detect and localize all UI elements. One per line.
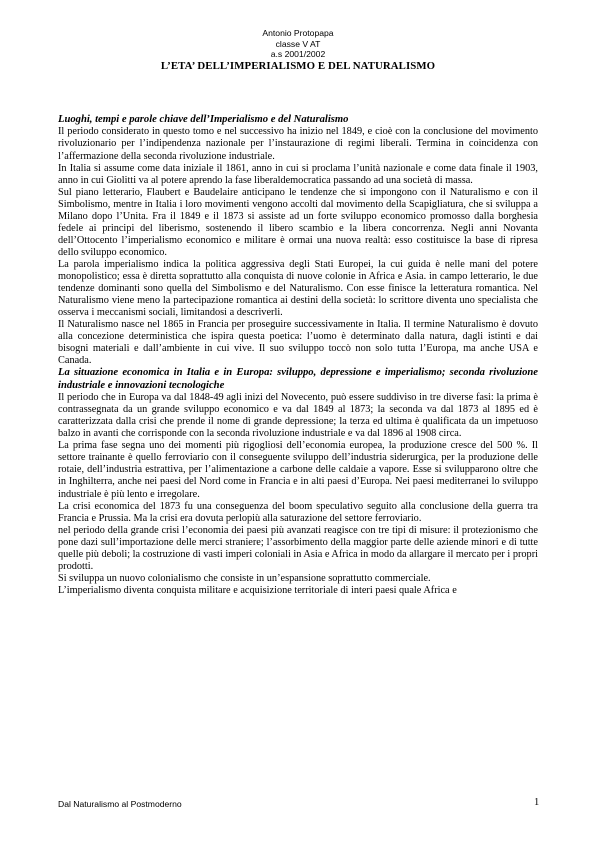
paragraph: In Italia si assume come data iniziale il 1861, anno in cui si proclama l’unità nazionale e come data finale il 1903, anno in cui Giolitti va al potere aprendo la fase liberaldemocratica passando ad una società di massa. (58, 162, 538, 186)
footer-source: Dal Naturalismo al Postmoderno (58, 799, 182, 809)
paragraph: Il periodo che in Europa va dal 1848-49 agli inizi del Novecento, può essere suddiviso in tre diverse fasi: la prima è contrassegnata da un grande sviluppo economico e va dal 1849 al 1873; la seconda va dal 1873 al 1895 ed è caratterizzata dalla crisi che prende il nome di grande depressione; la terza ed ultima è qualificata da un impetuoso balzo in avanti che corrisponde con la seconda rivoluzione industriale e va dal 1896 al 1908 circa. (58, 392, 538, 440)
author-name: Antonio Protopapa (262, 28, 334, 38)
document-body (58, 114, 538, 597)
paragraph: La parola imperialismo indica la politica aggressiva degli Stati Europei, la cui guida è nelle mani del potere monopolistico; essa è diretta soprattutto alla conquista di nuove colonie in Africa e Asia. in campo letterario, le due tendenze dominanti sono quella del Simbolismo e del Naturalismo. Con esse finisce la letteratura romantica. Nel Naturalismo viene meno la partecipazione romantica ai destini della società: lo scrittore diventa uno specialista che osserva i meccanismi sociali, limitandosi a descriverli. (58, 258, 538, 319)
paragraph: La crisi economica del 1873 fu una conseguenza del boom speculativo seguito alla conclusione della guerra tra Francia e Prussia. Ma la crisi era dovuta perlopiù alla saturazione del settore ferroviario. (58, 500, 538, 524)
paragraph: Sul piano letterario, Flaubert e Baudelaire anticipano le tendenze che si impongono con il Naturalismo e con il Simbolismo, mentre in Italia i loro movimenti vengono accolti dal movimento della Scapigliatura, che si sviluppa a Milano dopo l’Unita. Fra il 1849 e il 1873 si assiste ad un forte sviluppo economico promosso dalla borghesia fedele ai principi del liberismo, sostenendo il libero scambio e la libera concorrenza. Negli anni Novanta dell’Ottocento l’imperialismo economico e militare è ormai una nuova realtà: esso costituisce la base di ripresa dello sviluppo economico. (58, 186, 538, 258)
school-year: a.s 2001/2002 (270, 49, 326, 60)
paragraph: La prima fase segna uno dei momenti più rigogliosi dell’economia europea, la produzione cresce del 500 %. Il settore trainante è quello ferroviario con il conseguente sviluppo dell’industria siderurgica, per la produzione delle rotaie, dell’industria estrattiva, per l’alimentazione a carbone delle caldaie a vapore. Esse si svilupparono oltre che in Inghilterra, anche nei paesi del Nord come in Francia e in alti paesi d’Europa. Nei paesi mediterranei lo sviluppo industriale è più lento e irregolare. (58, 440, 538, 500)
page-number: 1 (534, 797, 540, 808)
paragraph: Si sviluppa un nuovo colonialismo che consiste in un’espansione soprattutto commerciale. (58, 572, 431, 584)
document-title: L’ETA’ DELL’IMPERIALISMO E DEL NATURALISMO (160, 60, 436, 72)
section-heading-1: Luoghi, tempi e parole chiave dell’Imperialismo e del Naturalismo (58, 114, 349, 125)
section-heading-2: La situazione economica in Italia e in Europa: sviluppo, depressione e imperialismo; seconda rivoluzione industriale e innovazioni tecnologiche (58, 367, 538, 391)
paragraph: L’imperialismo diventa conquista militare e acquisizione territoriale di interi paesi quale Africa e (58, 584, 457, 596)
paragraph: nel periodo della grande crisi l’economia dei paesi più avanzati reagisce con tre tipi di misure: il protezionismo che pone dazi sull’importazione delle merci straniere; l’assorbimento della maggior parte delle aziende minori e di tutte quelle più deboli; la costruzione di vasti imperi coloniali in Asia e Africa in modo da allargare il mercato per i propri prodotti. (58, 524, 538, 572)
document-header (0, 28, 596, 60)
paragraph: Il Naturalismo nasce nel 1865 in Francia per proseguire successivamente in Italia. Il termine Naturalismo è dovuto alla concezione deterministica che ispira questa poetica: l’uomo è determinato dalla natura, dagli istinti e dai bisogni materiali e dall’ambiente in cui vive. Il suo sviluppo toccò non solo tutta l’Europa, ma anche USA e Canada. (58, 319, 538, 367)
class-label: classe V AT (275, 38, 321, 49)
paragraph: Il periodo considerato in questo tomo e nel successivo ha inizio nel 1849, e cioè con la conclusione del movimento rivoluzionario per l’indipendenza nazionale per l’instaurazione di regimi liberali. Termina in coincidenza con l’affermazione della seconda rivoluzione industriale. (58, 126, 538, 162)
